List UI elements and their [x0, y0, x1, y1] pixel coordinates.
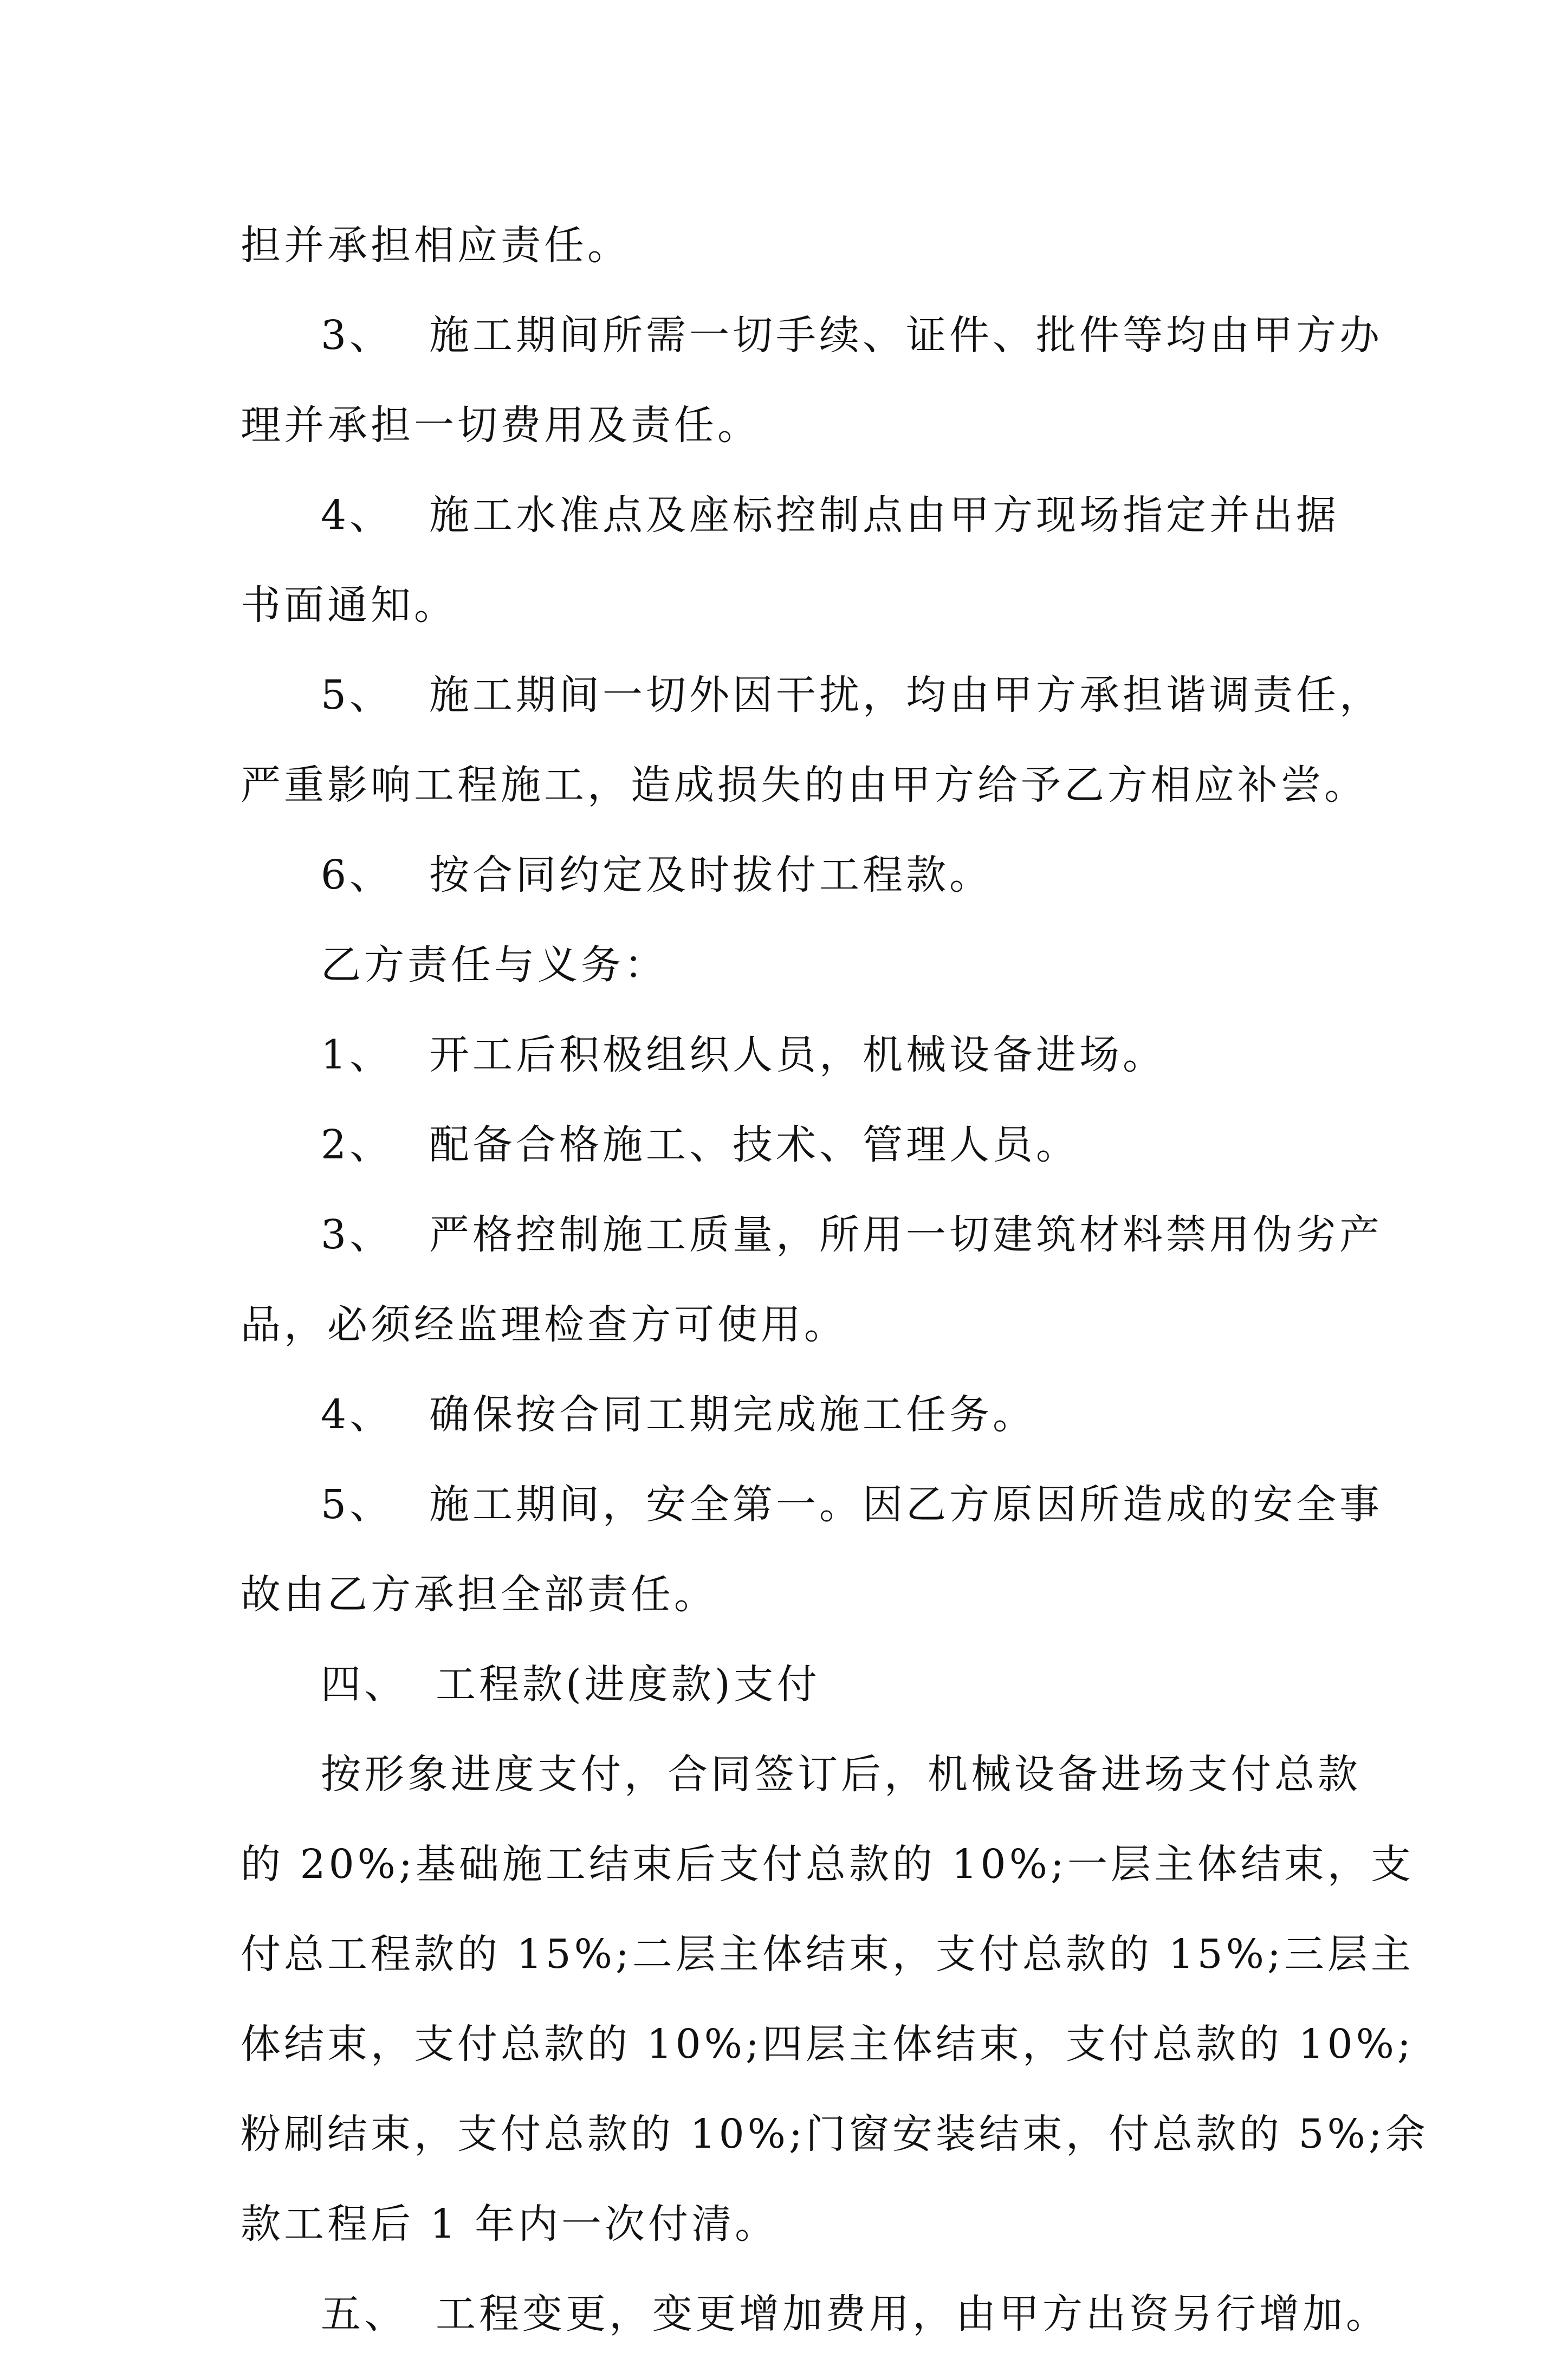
line-text: 理并承担一切费用及责任。	[241, 402, 761, 449]
line-text: 施工期间一切外因干扰，均由甲方承担谐调责任，	[429, 672, 1383, 718]
section-heading	[241, 2269, 1389, 2359]
section-number: 五、	[321, 2291, 407, 2337]
text-line	[241, 1729, 1361, 1819]
line-text: 按形象进度支付，合同签订后，机械设备进场支付总款	[321, 1751, 1361, 1798]
line-text: 配备合格施工、技术、管理人员。	[429, 1122, 1079, 1168]
item-number: 5、	[321, 1481, 393, 1528]
section-heading	[241, 920, 1340, 1010]
item-number: 4、	[321, 492, 393, 539]
line-text: 施工水准点及座标控制点由甲方现场指定并出据	[429, 492, 1339, 539]
line-text: 乙方责任与义务：	[321, 942, 668, 988]
document-body	[241, 200, 1429, 2359]
item-number: 4、	[321, 1391, 393, 1438]
item-number: 3、	[321, 312, 393, 359]
text-line	[241, 560, 1340, 650]
line-text: 款工程后 1 年内一次付清。	[241, 2201, 779, 2247]
list-item	[241, 290, 1383, 380]
section-number: 四、	[321, 1661, 407, 1708]
list-item	[241, 1370, 1340, 1460]
line-text: 工程款(进度款)支付	[436, 1661, 820, 1708]
line-text: 担并承担相应责任。	[241, 222, 631, 269]
line-text: 付总工程款的 15%;二层主体结束，支付总款的 15%;三层主	[241, 1931, 1414, 1978]
text-line	[241, 1999, 1414, 2089]
line-text: 的 20%;基础施工结束后支付总款的 10%;一层主体结束，支	[241, 1841, 1414, 1888]
text-line	[241, 1819, 1414, 1909]
list-item	[241, 650, 1383, 740]
list-item	[241, 1100, 1340, 1190]
item-number: 2、	[321, 1122, 393, 1168]
item-number: 6、	[321, 852, 393, 898]
text-line	[241, 2089, 1429, 2179]
list-item	[241, 1190, 1383, 1280]
line-text: 工程变更，变更增加费用，由甲方出资另行增加。	[436, 2291, 1389, 2337]
section-heading	[241, 1639, 1340, 1729]
line-text: 品，必须经监理检查方可使用。	[241, 1301, 847, 1348]
line-text: 体结束，支付总款的 10%;四层主体结束，支付总款的 10%;	[241, 2021, 1414, 2068]
list-item	[241, 1010, 1340, 1100]
line-text: 按合同约定及时拔付工程款。	[429, 852, 993, 898]
line-text: 故由乙方承担全部责任。	[241, 1571, 717, 1618]
item-number: 1、	[321, 1032, 393, 1078]
line-text: 施工期间，安全第一。因乙方原因所造成的安全事	[429, 1481, 1383, 1528]
text-line	[241, 1280, 1340, 1370]
line-text: 严格控制施工质量，所用一切建筑材料禁用伪劣产	[429, 1211, 1383, 1258]
text-line	[241, 1909, 1414, 1999]
text-line	[241, 200, 1340, 290]
line-text: 严重影响工程施工，造成损失的由甲方给予乙方相应补尝。	[241, 762, 1368, 808]
text-line	[241, 740, 1368, 830]
line-text: 开工后积极组织人员，机械设备进场。	[429, 1032, 1166, 1078]
text-line	[241, 380, 1340, 470]
text-line	[241, 2179, 1340, 2269]
item-number: 3、	[321, 1211, 393, 1258]
line-text: 书面通知。	[241, 582, 457, 628]
list-item	[241, 1460, 1383, 1550]
line-text: 施工期间所需一切手续、证件、批件等均由甲方办	[429, 312, 1383, 359]
line-text: 确保按合同工期完成施工任务。	[429, 1391, 1036, 1438]
list-item	[241, 470, 1340, 560]
item-number: 5、	[321, 672, 393, 718]
text-line	[241, 1550, 1340, 1639]
list-item	[241, 830, 1340, 920]
line-text: 粉刷结束，支付总款的 10%;门窗安装结束，付总款的 5%;余	[241, 2111, 1429, 2157]
